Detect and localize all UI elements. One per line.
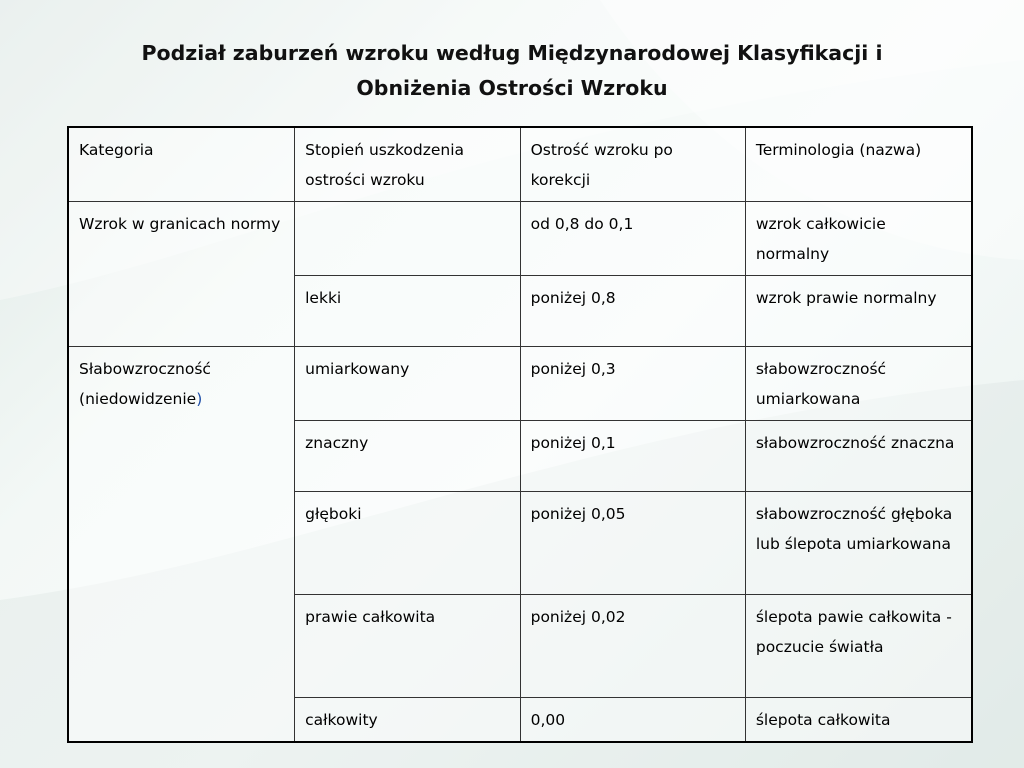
degree-cell: głęboki <box>295 492 520 595</box>
acuity-cell: poniżej 0,3 <box>520 347 745 421</box>
term-cell: wzrok całkowicie normalny <box>745 202 972 276</box>
classification-table <box>67 126 973 743</box>
term-cell: ślepota całkowita <box>745 698 972 743</box>
acuity-cell: poniżej 0,1 <box>520 421 745 492</box>
acuity-cell: od 0,8 do 0,1 <box>520 202 745 276</box>
header-category: Kategoria <box>68 127 295 202</box>
category-cell-low-vision <box>68 347 295 743</box>
term-cell: wzrok prawie normalny <box>745 276 972 347</box>
header-terminology: Terminologia (nazwa) <box>745 127 972 202</box>
degree-cell: prawie całkowita <box>295 595 520 698</box>
table-row <box>68 347 972 421</box>
acuity-cell: poniżej 0,05 <box>520 492 745 595</box>
table-header-row <box>68 127 972 202</box>
header-acuity: Ostrość wzroku po korekcji <box>520 127 745 202</box>
degree-cell: całkowity <box>295 698 520 743</box>
term-cell: ślepota pawie całkowita - poczucie światła <box>745 595 972 698</box>
category-name: Słabowzroczność <box>79 360 211 378</box>
category-paren-text: niedowidzenie <box>85 390 197 408</box>
table-row <box>68 202 972 276</box>
header-degree: Stopień uszkodzenia ostrości wzroku <box>295 127 520 202</box>
category-paren-close: ) <box>196 390 203 408</box>
degree-cell: umiarkowany <box>295 347 520 421</box>
acuity-cell: poniżej 0,02 <box>520 595 745 698</box>
degree-cell: znaczny <box>295 421 520 492</box>
term-cell: słabowzroczność głęboka lub ślepota umiarkowana <box>745 492 972 595</box>
degree-cell: lekki <box>295 276 520 347</box>
page-title <box>40 36 984 106</box>
acuity-cell: 0,00 <box>520 698 745 743</box>
degree-cell <box>295 202 520 276</box>
term-cell: słabowzroczność umiarkowana <box>745 347 972 421</box>
acuity-cell: poniżej 0,8 <box>520 276 745 347</box>
term-cell: słabowzroczność znaczna <box>745 421 972 492</box>
title-line-1: Podział zaburzeń wzroku według Międzynarodowej Klasyfikacji i <box>141 41 883 65</box>
category-paren-open: ( <box>79 390 86 408</box>
title-line-2: Obniżenia Ostrości Wzroku <box>356 76 668 100</box>
category-cell-normal: Wzrok w granicach normy <box>68 202 295 347</box>
